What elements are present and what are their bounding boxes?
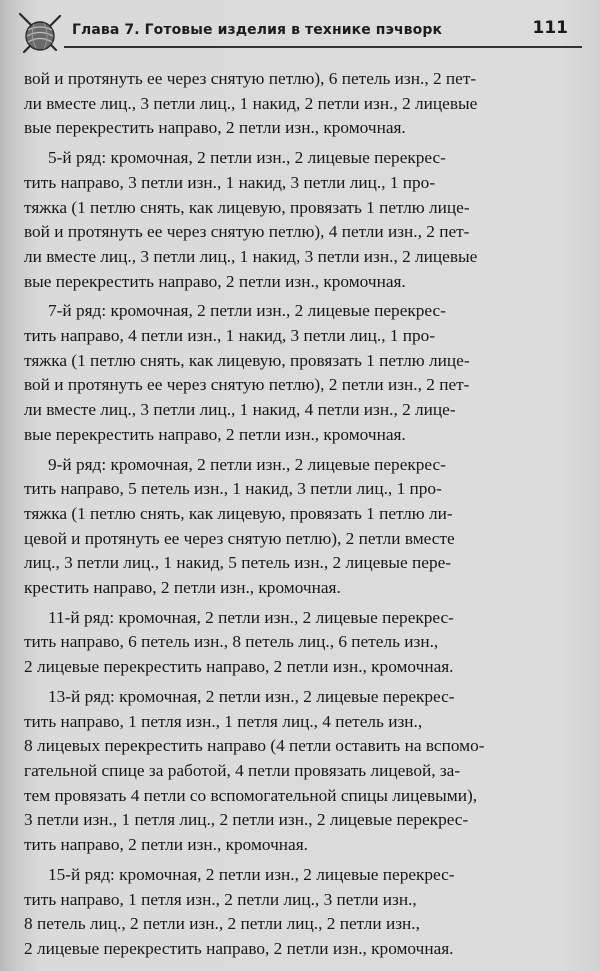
paragraph-row-9: 9-й ряд: кромочная, 2 петли изн., 2 лицевые перекрес- тить направо, 5 петель изн., 1 накид, 3 петли лиц., 1 про- тяжка (1 петлю снять, как лицевую, провязать 1 петлю ли- цевой и протянуть ее через снятую петлю), 2 петли вместе лиц., 3 петли лиц., 1 накид, 5 петель изн., 2 лицевые пере- крестить направо, 2 петли изн., кромочная.	[24, 454, 455, 598]
yarn-ball-with-needles-icon	[16, 10, 64, 54]
chapter-title: Глава 7. Готовые изделия в технике пэчворк	[72, 22, 443, 38]
page-header	[14, 10, 584, 54]
paragraph-row-15: 15-й ряд: кромочная, 2 петли изн., 2 лицевые перекрес- тить направо, 1 петля изн., 2 петли лиц., 3 петли изн., 8 петель лиц., 2 петли изн., 2 петли лиц., 2 петли изн., 2 лицевые перекрестить направо, 2 петли изн., кромочная.	[24, 864, 455, 958]
header-divider	[64, 46, 582, 48]
body-text	[24, 67, 572, 967]
paragraph-row-13: 13-й ряд: кромочная, 2 петли изн., 2 лицевые перекрес- тить направо, 1 петля изн., 1 петля лиц., 4 петель изн., 8 лицевых перекрестить направо (4 петли оставить на вспомо- гательной спице за работой, 4 петли провязать лицевой, за- тем провязать 4 петли со вспомогательной спицы лицевыми), 3 петли изн., 1 петля лиц., 2 петли изн., 2 лицевые перекрес- тить направо, 2 петли изн., кромочная.	[24, 686, 485, 855]
paragraph-row-11: 11-й ряд: кромочная, 2 петли изн., 2 лицевые перекрес- тить направо, 6 петель изн., 8 петель лиц., 6 петель изн., 2 лицевые перекрестить направо, 2 петли изн., кромочная.	[24, 607, 454, 677]
paragraph-row-7: 7-й ряд: кромочная, 2 петли изн., 2 лицевые перекрес- тить направо, 4 петли изн., 1 накид, 3 петли лиц., 1 про- тяжка (1 петлю снять, как лицевую, провязать 1 петлю лице- вой и протянуть ее через снятую петлю), 2 петли изн., 2 пет- ли вместе лиц., 3 петли лиц., 1 накид, 4 петли изн., 2 лице- вые перекрестить направо, 2 петли изн., кромочная.	[24, 301, 470, 444]
page-number: 111	[532, 18, 568, 38]
paragraph-continuation: вой и протянуть ее через снятую петлю), 6 петель изн., 2 пет- ли вместе лиц., 3 петли лиц., 1 накид, 2 петли изн., 2 лицевые вые перекрестить направо, 2 петли изн., кромочная.	[24, 69, 478, 138]
paragraph-row-5: 5-й ряд: кромочная, 2 петли изн., 2 лицевые перекрес- тить направо, 3 петли изн., 1 накид, 3 петли лиц., 1 про- тяжка (1 петлю снять, как лицевую, провязать 1 петлю лице- вой и протянуть ее через снятую петлю), 4 петли изн., 2 пет- ли вместе лиц., 3 петли лиц., 1 накид, 3 петли изн., 2 лицевые вые перекрестить направо, 2 петли изн., кромочная.	[24, 148, 478, 291]
